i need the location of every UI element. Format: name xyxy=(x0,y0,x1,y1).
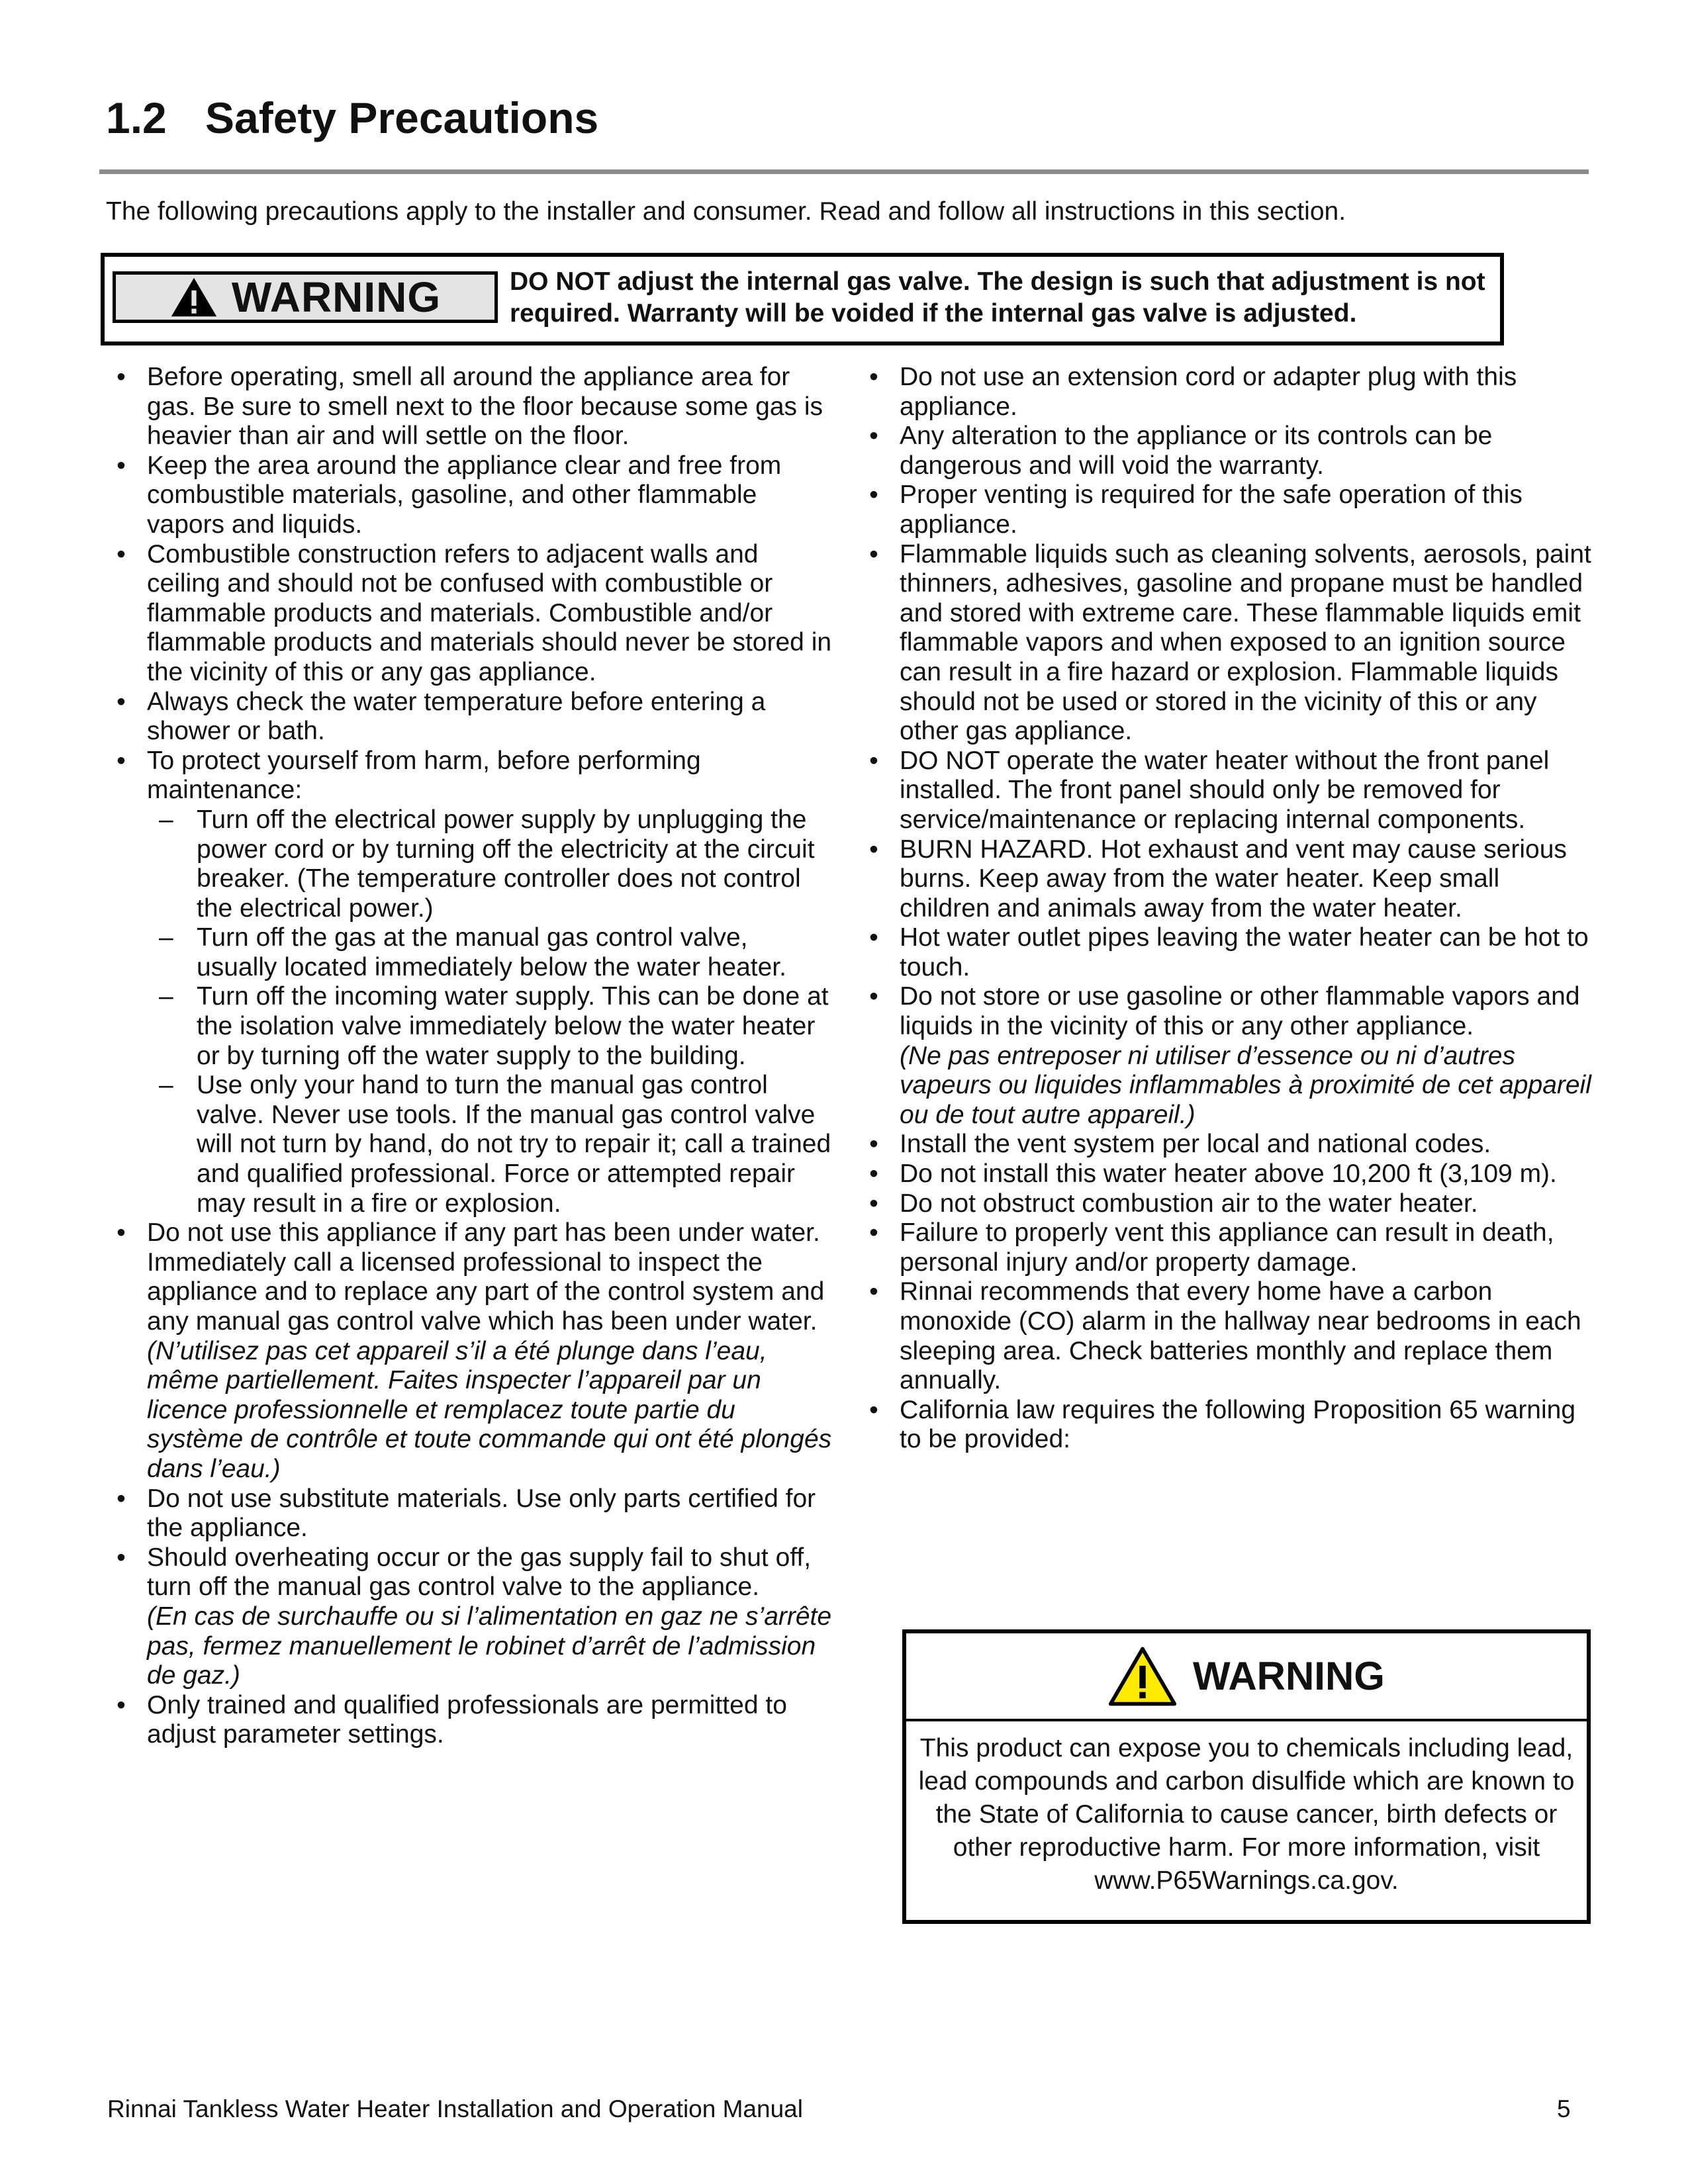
warning-badge-label: WARNING xyxy=(231,273,442,321)
sub-list-item: – Use only your hand to turn the manual gas control valve. Never use tools. If the manual gas control valve will not turn by hand, do not try to repair it; call a trained and qualified professional. Force or attempted repair may result in a fire or explosion. xyxy=(147,1071,833,1218)
list-item: • Do not install this water heater above 10,200 ft (3,109 m). xyxy=(864,1160,1592,1189)
prop65-title: WARNING xyxy=(1193,1654,1385,1698)
french-translation: (N’utilisez pas cet appareil s’il a été plunge dans l’eau, même partiellement. Faites inspecter l’appareil par un licence professionnelle et remplacez toute partie du système de contrôle et toute commande qui ont été plongés dans l’eau.) xyxy=(147,1336,832,1483)
list-item: • Always check the water temperature before entering a shower or bath. xyxy=(111,688,833,747)
list-item: • Combustible construction refers to adjacent walls and ceiling and should not be confused with combustible or flammable products and materials. Combustible and/or flammable products and materials should never be stored in the vicinity of this or any gas appliance. xyxy=(111,540,833,688)
list-item: • To protect yourself from harm, before performing maintenance: – Turn off the electrical power supply by unplugging the power cord or by turning off the electricity at the circuit breaker. (The temperature controller does not control the electrical power.) – Turn off the gas at the manual gas control valve, usually located immediately below the water heater. – Turn off the incoming water supply. This can be done at the isolation valve immediately below the water heater or by turning off the water supply to the building. – Use only your hand to turn the manual gas control valve. Never use tools. If the manual gas control valve will not turn by hand, do not try to repair it; call a trained and qualified professional. Force or attempted repair may result in a fire or explosion. xyxy=(111,747,833,1219)
gas-valve-warning-box xyxy=(101,253,1504,345)
prop65-header xyxy=(906,1633,1587,1721)
list-item: • Do not store or use gasoline or other flammable vapors and liquids in the vicinity of this or any other appliance. (Ne pas entreposer ni utiliser d’essence ou ni d’autres vapeurs ou liquides inflammables à proximité de cet appareil ou de tout autre appareil.) xyxy=(864,982,1592,1130)
maintenance-steps-list xyxy=(147,805,833,1218)
french-translation: (En cas de surchauffe ou si l’alimentation en gaz ne s’arrête pas, fermez manuellement le robinet d’arrêt de l’admission de gaz.) xyxy=(147,1602,832,1690)
french-translation: (Ne pas entreposer ni utiliser d’essence ou ni d’autres vapeurs ou liquides inflammables à proximité de cet appareil ou de tout autre appareil.) xyxy=(900,1041,1591,1129)
prop65-body: This product can expose you to chemicals including lead, lead compounds and carbon disulfide which are known to the State of California to cause cancer, birth defects or other reproductive harm. For more information, visit www.P65Warnings.ca.gov. xyxy=(918,1734,1575,1895)
page-title xyxy=(106,93,598,143)
right-precautions-list xyxy=(864,363,1592,1455)
list-item: • Proper venting is required for the safe operation of this appliance. xyxy=(864,480,1592,539)
sub-list-item: – Turn off the gas at the manual gas control valve, usually located immediately below the water heater. xyxy=(147,923,833,982)
section-title: Safety Precautions xyxy=(205,93,599,142)
prop65-warning-box xyxy=(902,1629,1591,1924)
warning-message: DO NOT adjust the internal gas valve. The design is such that adjustment is not required. Warranty will be voided if the internal gas valve is adjusted. xyxy=(510,267,1485,328)
warning-triangle-yellow-icon xyxy=(1108,1645,1177,1707)
footer-manual-title: Rinnai Tankless Water Heater Installation and Operation Manual xyxy=(107,2095,803,2122)
page-number: 5 xyxy=(1557,2095,1571,2122)
warning-badge xyxy=(113,271,498,323)
list-item: • Rinnai recommends that every home have a carbon monoxide (CO) alarm in the hallway near bedrooms in each sleeping area. Check batteries monthly and replace them annually. xyxy=(864,1277,1592,1395)
title-divider xyxy=(99,169,1589,174)
section-number: 1.2 xyxy=(106,93,167,142)
list-item: • BURN HAZARD. Hot exhaust and vent may cause serious burns. Keep away from the water heater. Keep small children and animals away from the water heater. xyxy=(864,835,1592,924)
list-item: • Flammable liquids such as cleaning solvents, aerosols, paint thinners, adhesives, gasoline and propane must be handled and stored with extreme care. These flammable liquids emit flammable vapors and when exposed to an ignition source can result in a fire hazard or explosion. Flammable liquids should not be used or stored in the vicinity of this or any other gas appliance. xyxy=(864,540,1592,747)
list-item: • Only trained and qualified professionals are permitted to adjust parameter settings. xyxy=(111,1691,833,1750)
sub-list-item: – Turn off the electrical power supply by unplugging the power cord or by turning off the electricity at the circuit breaker. (The temperature controller does not control the electrical power.) xyxy=(147,805,833,923)
sub-list-item: – Turn off the incoming water supply. This can be done at the isolation valve immediately below the water heater or by turning off the water supply to the building. xyxy=(147,982,833,1071)
list-item: • Hot water outlet pipes leaving the water heater can be hot to touch. xyxy=(864,923,1592,982)
list-item: • Before operating, smell all around the appliance area for gas. Be sure to smell next to the floor because some gas is heavier than air and will settle on the floor. xyxy=(111,363,833,451)
list-item: • DO NOT operate the water heater without the front panel installed. The front panel should only be removed for service/maintenance or replacing internal components. xyxy=(864,747,1592,835)
list-item: • California law requires the following Proposition 65 warning to be provided: xyxy=(864,1396,1592,1455)
warning-triangle-icon xyxy=(169,276,218,318)
list-item: • Failure to properly vent this appliance can result in death, personal injury and/or property damage. xyxy=(864,1218,1592,1277)
intro-paragraph: The following precautions apply to the installer and consumer. Read and follow all instructions in this section. xyxy=(106,197,1346,226)
list-item: • Any alteration to the appliance or its controls can be dangerous and will void the warranty. xyxy=(864,422,1592,480)
list-item: • Install the vent system per local and national codes. xyxy=(864,1130,1592,1160)
list-item: • Do not use this appliance if any part has been under water. Immediately call a licensed professional to inspect the appliance and to replace any part of the control system and any manual gas control valve which has been under water. (N’utilisez pas cet appareil s’il a été plunge dans l’eau, même partiellement. Faites inspecter l’appareil par un licence professionnelle et remplacez toute partie du système de contrôle et toute commande qui ont été plongés dans l’eau.) xyxy=(111,1218,833,1484)
list-item: • Should overheating occur or the gas supply fail to shut off, turn off the manual gas control valve to the appliance. (En cas de surchauffe ou si l’alimentation en gaz ne s’arrête pas, fermez manuellement le robinet d’arrêt de l’admission de gaz.) xyxy=(111,1543,833,1691)
list-item: • Keep the area around the appliance clear and free from combustible materials, gasoline, and other flammable vapors and liquids. xyxy=(111,451,833,540)
left-precautions-list xyxy=(111,363,833,1750)
list-item: • Do not use an extension cord or adapter plug with this appliance. xyxy=(864,363,1592,422)
list-item: • Do not obstruct combustion air to the water heater. xyxy=(864,1189,1592,1219)
list-item: • Do not use substitute materials. Use only parts certified for the appliance. xyxy=(111,1484,833,1543)
